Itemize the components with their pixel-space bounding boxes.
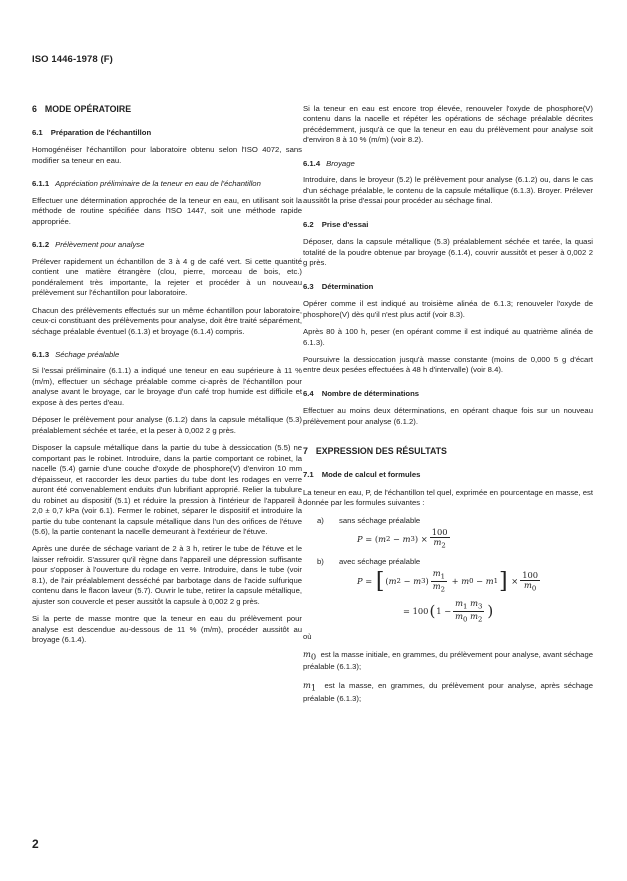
definition-m0: $m_0$ est la masse initiale, en grammes, du prélèvement pour analyse, avant séchage préalable (6.1.3); xyxy=(303,648,593,672)
section-6-1-3-text-4: Après une durée de séchage variant de 2 à 3 h, retirer le tube de l'étuve et le laisser refroidir. S'assurer qu'il règne dans l'appareil une dépression suffisante pour s'opposer à l'ouverture du rodage en verre. Introduire, dans le tube (voir 8.1), de l'air préalablement desséché par barbotage dans de l'acide sulfurique contenu dans le flacon laveur (5.7). Ouvrir le tube, retirer la capsule métallique, ajuster son couvercle et peser aussitôt la capsule à 0,002 2 g près. xyxy=(32,544,302,606)
section-6-1-3-text-3: Disposer la capsule métallique dans la partie du tube à dessiccation (5.5) ne comportant pas le robinet. Introduire, dans la partie comportant ce robinet, la nacelle (5.4) garnie d'une couche d'oxyde de phosphore(V) d'environ 10 mm d'épaisseur, et raccorder les deux parties du tube dont les rodages en verre auront été convenablement enduits d'un lubrifiant approprié. Relier la tubulure du robinet au dispositif (5.1) et réduire la pression à l'intérieur de l'appareil à 2,0 ± 0,7 kPa (voir 6.1). Fermer le robinet, séparer le dispositif et introduire la partie du tube contenant la capsule métallique dans l'un des orifices de l'étuve (5.6), la partie contenant la nacelle demeurant à l'extérieur de l'étuve. xyxy=(32,443,302,537)
formula-b-line-1: P = [ ( m 2 − m 3 ) $\frac{m_1}{m_2}$ + m 0 − m 1 ] × $\frac{100}{m_0}$ xyxy=(357,568,539,594)
section-6-heading: 6 MODE OPÉRATOIRE xyxy=(32,104,132,114)
section-6-1-3-continued-text: Si la teneur en eau est encore trop élevée, renouveler l'oxyde de phosphore(V) contenu dans la nacelle et répéter les opérations de séchage préalable décrites précédemment, jusqu'à ce que la teneur en eau du prélèvement pour analyse soit d'environ 8 à 10 % (m/m) (voir 8.2). xyxy=(303,104,593,145)
left-column xyxy=(32,104,302,653)
section-6-4-heading: 6.4 Nombre de déterminations xyxy=(303,388,420,398)
section-6-1-2-heading: 6.1.2 Prélèvement pour analyse xyxy=(32,240,145,250)
section-7-heading: 7 EXPRESSION DES RÉSULTATS xyxy=(303,446,447,457)
definition-m1: $m_1$ est la masse, en grammes, du prélèvement pour analyse, après séchage préalable (6.1.3); xyxy=(303,679,593,703)
section-6-1-1-text: Effectuer une détermination approchée de la teneur en eau, en utilisant soit la méthode de routine spécifiée dans l'ISO 1447, soit une méthode rapide appropriée. xyxy=(32,195,302,226)
page-number: 2 xyxy=(32,837,39,851)
case-a: a) sans séchage préalable P = ( m 2 − m 3 ) × $\frac{100}{m_2}$ xyxy=(317,516,593,551)
section-6-1-3-text-1: Si l'essai préliminaire (6.1.1) a indiqué une teneur en eau supérieure à 11 % (m/m), effectuer un séchage préalable comme ci-après de l'échantillon pour analyse avant le broyage, car le broyage d'un café trop humide est difficile et expose à des pertes d'eau. xyxy=(32,366,302,407)
section-6-1-3-text-5: Si la perte de masse montre que la teneur en eau du prélèvement pour analyse est descendue au-dessous de 11 % (m/m), procéder aussitôt au broyage (6.1.4). xyxy=(32,614,302,645)
standard-reference: ISO 1446-1978 (F) xyxy=(32,54,113,65)
section-7-1-text: La teneur en eau, P, de l'échantillon tel quel, exprimée en pourcentage en masse, est donnée par les formules suivantes : xyxy=(303,487,593,508)
section-6-1-4-heading: 6.1.4 Broyage xyxy=(303,158,355,168)
section-6-1-2-text-1: Prélever rapidement un échantillon de 3 à 4 g de café vert. Si cette quantité contient une matière étrangère (clou, pierre, morceau de bois, etc.) pondéralement très importante, la rejeter et procéder à un nouveau prélèvement sur l'échantillon pour laboratoire. xyxy=(32,256,302,298)
section-6-1-1-heading: 6.1.1 Appréciation préliminaire de la teneur en eau de l'échantillon xyxy=(32,179,261,189)
section-6-2-text: Déposer, dans la capsule métallique (5.3) préalablement séchée et tarée, la quasi totalité de la poudre obtenue par broyage (6.1.4), couvrir aussitôt et peser à 0,002 2 g près. xyxy=(303,237,593,268)
section-7-1-heading: 7.1 Mode de calcul et formules xyxy=(303,470,421,480)
section-6-1-3-heading: 6.1.3 Séchage préalable xyxy=(32,349,120,359)
section-6-1-heading: 6.1 Préparation de l'échantillon xyxy=(32,127,152,137)
formula-a: P = ( m 2 − m 3 ) × $\frac{100}{m_2}$ xyxy=(357,527,448,550)
where-label: où xyxy=(303,632,312,642)
section-6-3-text-3: Poursuivre la dessiccation jusqu'à masse constante (moins de 0,000 5 g d'écart entre deux pesées effectuées à 48 h d'intervalle) (voir 8.4). xyxy=(303,354,593,375)
section-6-1-text: Homogénéiser l'échantillon pour laboratoire obtenu selon l'ISO 4072, sans modifier sa teneur en eau. xyxy=(32,145,302,165)
section-6-2-heading: 6.2 Prise d'essai xyxy=(303,219,369,229)
formula-b-line-2: = 100 ( 1 − $\frac{m_1 m_3}{m_0 m_2}$ ) xyxy=(403,597,494,624)
section-6-3-heading: 6.3 Détermination xyxy=(303,281,374,291)
section-6-4-text: Effectuer au moins deux déterminations, en opérant chaque fois sur un nouveau prélèvement pour analyse (6.1.2). xyxy=(303,406,593,426)
section-6-3-text-2: Après 80 à 100 h, peser (en opérant comme il est indiqué au quatrième alinéa de 6.1.3). xyxy=(303,327,593,347)
section-6-3-text-1: Opérer comme il est indiqué au troisième alinéa de 6.1.3; renouveler l'oxyde de phosphore(V) dès qu'il n'est plus actif (voir 8.3). xyxy=(303,299,593,319)
section-6-1-2-text-2: Chacun des prélèvements effectués sur un même échantillon pour laboratoire, ceux-ci constituant des prélèvements pour analyse, doit être traité séparément, séchage préalable éventuel (6.1.3) et broyage (6.1.4) compris. xyxy=(32,305,302,336)
section-6-1-4-text: Introduire, dans le broyeur (5.2) le prélèvement pour analyse (6.1.2) ou, dans le cas d'un séchage préalable, le contenu de la capsule métallique (6.1.3). Broyer. Prélever aussitôt la prise d'essai pour procéder au séchage final. xyxy=(303,175,593,206)
section-6-1-3-text-2: Déposer le prélèvement pour analyse (6.1.2) dans la capsule métallique (5.3) préalablement séchée et tarée, et la peser à 0,002 2 g près. xyxy=(32,415,302,435)
case-b: b) avec séchage préalable P = [ ( m 2 − m 3 ) $\frac{m_1}{m_2}$ + m 0 − m 1 ] × $\frac{100}{m_0}$ = 100 ( 1 − $\frac{m_1 m_3}{m_0 m_2}$ ) xyxy=(317,557,593,625)
right-column xyxy=(303,104,593,711)
